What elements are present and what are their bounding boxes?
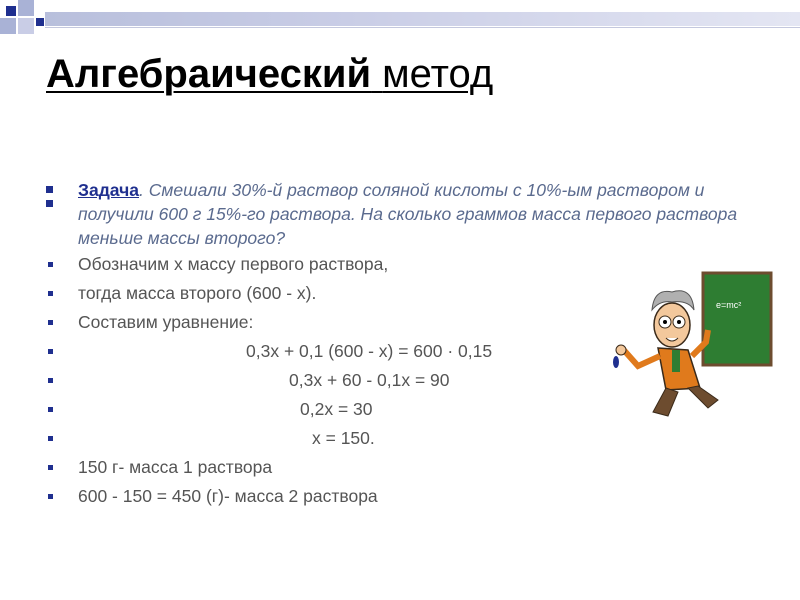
bullet-icon (46, 186, 53, 193)
bullet-icon (48, 378, 53, 383)
top-divider (45, 27, 800, 28)
title-bold: Алгебраический (46, 52, 372, 96)
list-item (42, 308, 762, 337)
bullet-icon (48, 407, 53, 412)
square-light (0, 18, 16, 34)
list-item (42, 250, 762, 279)
equation-text: 0,3х + 60 - 0,1х = 90 (289, 370, 450, 390)
equation-item (42, 424, 762, 453)
equation-text: 0,2х = 30 (300, 399, 373, 419)
equation-item (42, 337, 762, 366)
bullet-icon (46, 200, 53, 207)
content-clip (0, 515, 800, 600)
bullet-icon (48, 465, 53, 470)
square-light (18, 0, 34, 16)
equation-text: 0,3х + 0,1 (600 - х) = 600 · 0,15 (246, 341, 493, 361)
bullet-icon (48, 320, 53, 325)
top-bar (45, 12, 800, 26)
square-dark (36, 18, 44, 26)
list-item (42, 453, 762, 482)
equation-item (42, 366, 762, 395)
list-item (42, 279, 762, 308)
board-text: е=mc² (716, 300, 742, 310)
list-item-text: тогда масса второго (600 - х). (78, 283, 317, 303)
task-text: . Смешали 30%-й раствор соляной кислоты с 10%-ым раствором и получили 600 г 15%-го раствора. На сколько граммов масса первого раствора меньше массы второго? (78, 180, 738, 248)
result-text: 600 - 150 = 450 (г)- масса 2 раствора (78, 486, 378, 506)
list-item-text: Составим уравнение: (78, 312, 254, 332)
task-item (42, 178, 762, 250)
page-title (46, 50, 493, 98)
list-item (42, 482, 762, 511)
slide-content (42, 178, 762, 511)
bullet-icon (48, 291, 53, 296)
square-dark (6, 6, 16, 16)
list-item-text: Обозначим х массу первого раствора, (78, 254, 389, 274)
equation-text: х = 150. (312, 428, 375, 448)
result-text: 150 г- масса 1 раствора (78, 457, 273, 477)
bullet-icon (48, 262, 53, 267)
bullet-icon (48, 494, 53, 499)
bullet-icon (48, 436, 53, 441)
title-light: метод (382, 52, 494, 96)
square-light (18, 18, 34, 34)
bullet-icon (48, 349, 53, 354)
task-label: Задача (78, 180, 139, 200)
equation-item (42, 395, 762, 424)
